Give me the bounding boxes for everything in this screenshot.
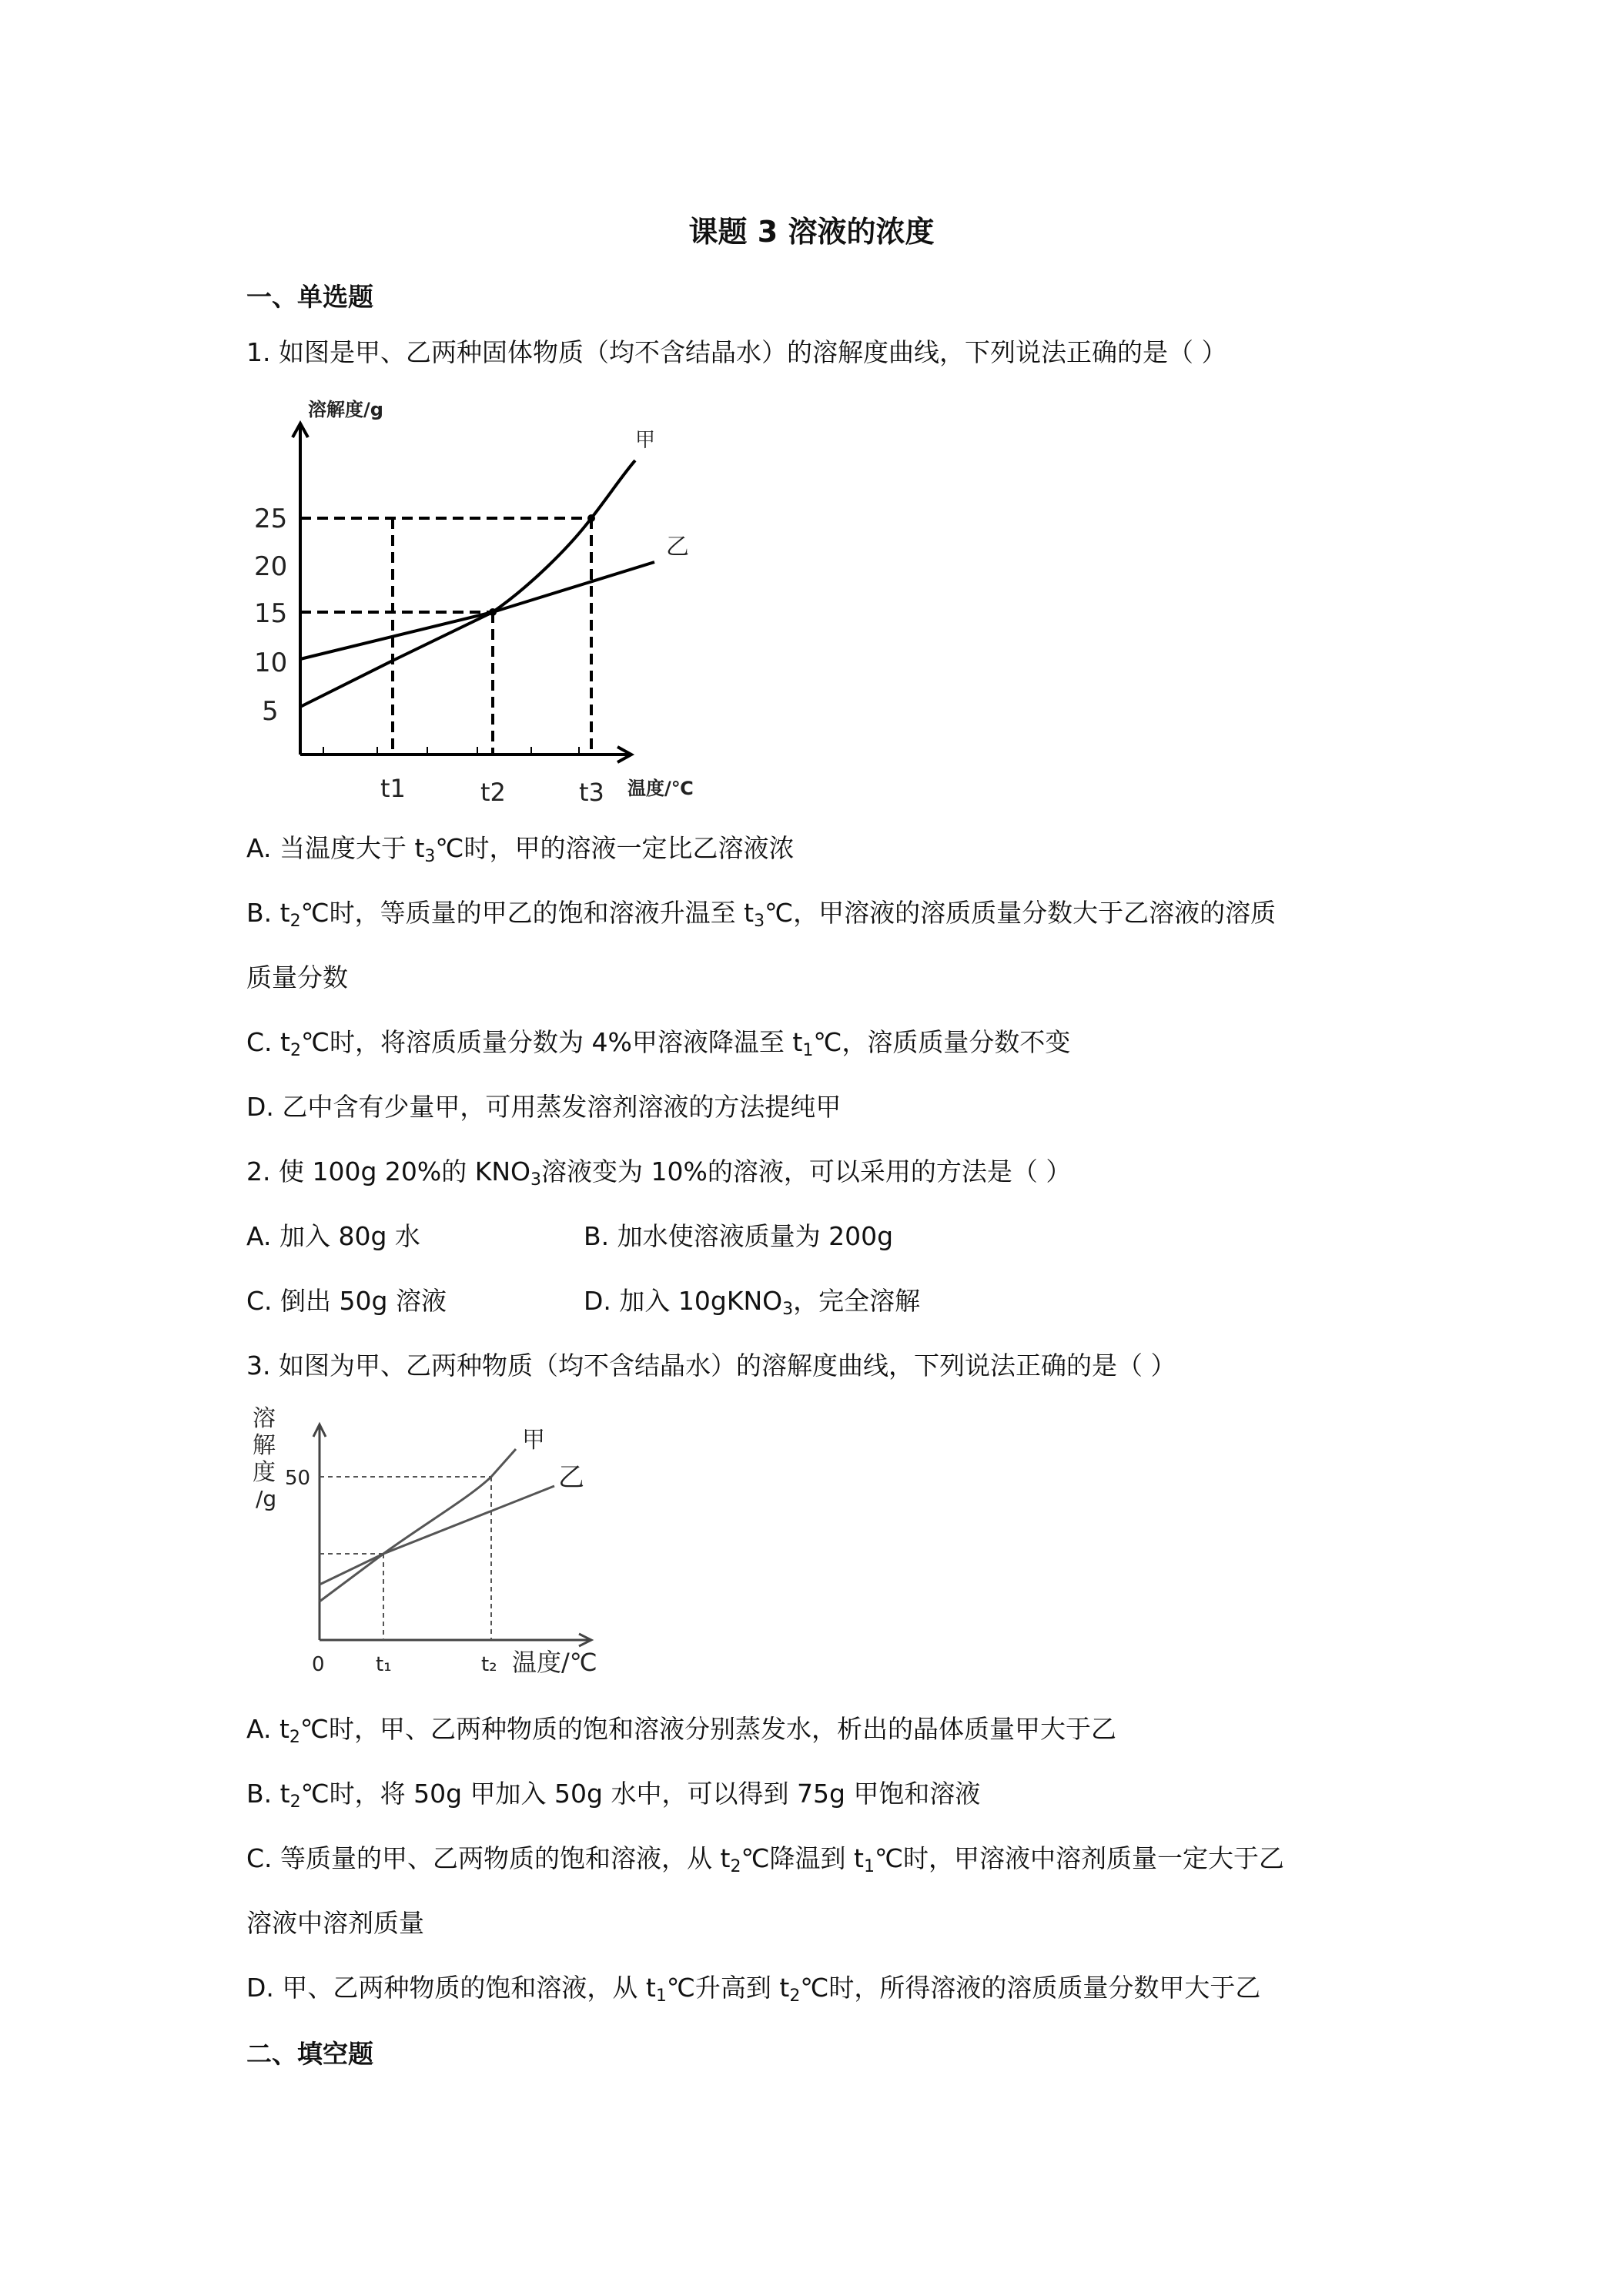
q3-ylabel-1: 溶 (253, 1405, 276, 1432)
q1-ytick-5: 5 (262, 696, 279, 727)
q1-option-a: A. 当温度大于 $t_3℃$时，甲的溶液一定比乙溶液浓 (246, 833, 795, 866)
q1-xtick-t2: t2 (480, 778, 506, 807)
q3-option-c: C. 等质量的甲、乙两物质的饱和溶液，从 $t_2℃$降温到 $t_1℃$时，甲溶液中溶剂质量一定大于乙 (246, 1843, 1285, 1876)
q2-stem: 2. 使 100g 20%的 $KNO_3$溶液变为 10%的溶液，可以采用的方法是（ ） (246, 1156, 1072, 1190)
q1-ytick-15: 15 (254, 598, 288, 629)
q1-option-b-cont: 质量分数 (246, 962, 348, 992)
q3-ylabel-3: 度 (253, 1459, 276, 1486)
q1-intersection-point (489, 608, 497, 616)
q3-option-c-cont: 溶液中溶剂质量 (246, 1908, 424, 1938)
q2-option-b: B. 加水使溶液质量为 200g (584, 1221, 894, 1251)
q3-option-b: B. $t_2℃$时，将 50g 甲加入 50g 水中，可以得到 75g 甲饱和溶液 (246, 1779, 981, 1812)
q3-xlabel: 温度/℃ (512, 1648, 597, 1677)
q1-option-d: D. 乙中含有少量甲，可用蒸发溶剂溶液的方法提纯甲 (246, 1092, 842, 1122)
q3-ytick-50: 50 (285, 1467, 311, 1490)
section-fill-blank: 二、填空题 (246, 2039, 373, 2069)
q3-ylabel-4: /g (256, 1486, 277, 1511)
q1-ytick-20: 20 (254, 551, 288, 582)
q3-guide-lines (320, 1477, 491, 1640)
q1-label-jia: 甲 (635, 429, 656, 452)
q3-solubility-chart (246, 1405, 616, 1686)
q2-option-d: D. 加入 10gKNO$_3$，完全溶解 (584, 1286, 921, 1319)
q3-stem: 3. 如图为甲、乙两种物质（均不含结晶水）的溶解度曲线，下列说法正确的是（ ） (246, 1350, 1176, 1381)
q1-xtick-t3: t3 (579, 778, 604, 807)
q3-option-d: D. 甲、乙两种物质的饱和溶液，从 $t_1℃$升高到 $t_2℃$时，所得溶液的溶质质量分数甲大于乙 (246, 1973, 1261, 2006)
q3-series-yi (320, 1486, 554, 1585)
q1-xtick-t1: t1 (380, 774, 406, 803)
q1-stem: 1. 如图是甲、乙两种固体物质（均不含结晶水）的溶解度曲线，下列说法正确的是（ ） (246, 337, 1227, 367)
q3-origin: 0 (312, 1653, 325, 1676)
q1-ytick-25: 25 (254, 504, 288, 534)
q1-label-yi: 乙 (666, 534, 689, 561)
q3-label-yi: 乙 (558, 1462, 584, 1493)
q1-xlabel: 温度/℃ (627, 778, 694, 799)
q3-xtick-t1: t₁ (376, 1653, 392, 1676)
q2-option-c: C. 倒出 50g 溶液 (246, 1286, 447, 1316)
q3-option-a: A. $t_2℃$时，甲、乙两种物质的饱和溶液分别蒸发水，析出的晶体质量甲大于乙 (246, 1714, 1116, 1747)
q1-ytick-10: 10 (254, 648, 288, 678)
section-single-choice: 一、单选题 (246, 282, 373, 312)
q1-solubility-chart (246, 393, 724, 808)
q1-option-b: B. $t_2℃$时，等质量的甲乙的饱和溶液升温至 $t_3℃$，甲溶液的溶质质量分数大于乙溶液的溶质 (246, 898, 1277, 931)
q1-ylabel: 溶解度/g (308, 399, 383, 420)
q3-xtick-t2: t₂ (481, 1653, 497, 1676)
q3-ylabel-2: 解 (253, 1432, 276, 1459)
q3-series-jia (320, 1449, 516, 1602)
document-title: 课题 3 溶液的浓度 (688, 215, 935, 249)
q3-label-jia: 甲 (522, 1427, 545, 1454)
q1-option-c: C. $t_2℃$时，将溶质质量分数为 4%甲溶液降温至 $t_1℃$，溶质质量分数不变 (246, 1027, 1071, 1060)
q2-option-a: A. 加入 80g 水 (246, 1221, 420, 1251)
q1-point-t3 (587, 514, 595, 522)
